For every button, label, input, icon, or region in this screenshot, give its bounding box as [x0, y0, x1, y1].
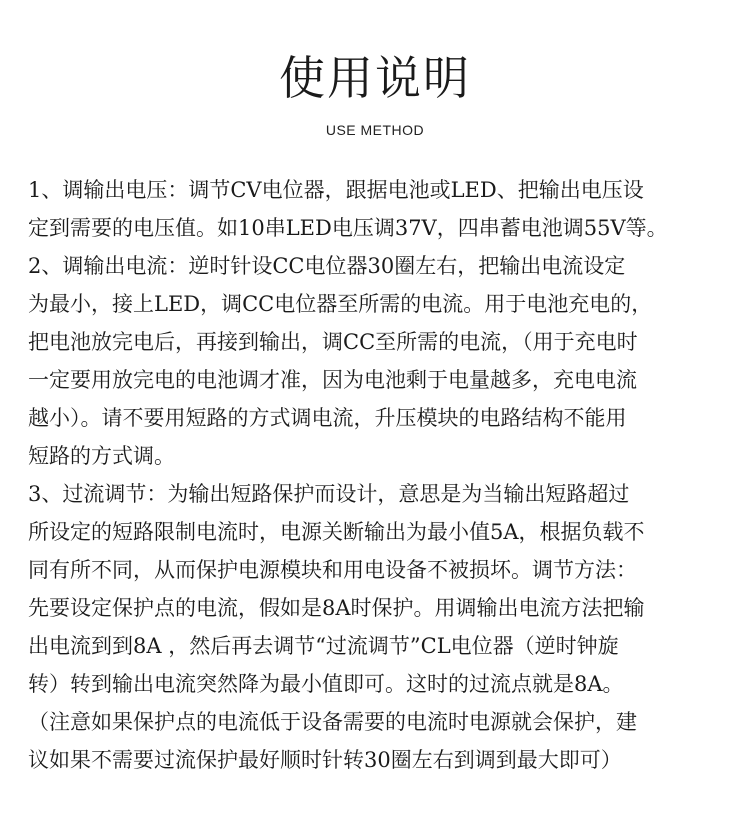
page-header	[0, 48, 750, 139]
instruction-line: 先要设定保护点的电流，假如是8A时保护。用调输出电流方法把输	[28, 596, 645, 620]
instruction-line: 议如果不需要过流保护最好顺时针转30圈左右到调到最大即可）	[28, 748, 622, 772]
instruction-line: （注意如果保护点的电流低于设备需要的电流时电源就会保护，建	[28, 710, 637, 734]
instruction-line: 出电流到到8A ，然后再去调节“过流调节”CL电位器（逆时钟旋	[28, 634, 619, 658]
instruction-line: 3、过流调节：为输出短路保护而设计，意思是为当输出短路超过	[28, 482, 630, 506]
page-title: 使用说明	[279, 51, 471, 105]
instruction-line: 所设定的短路限制电流时，电源关断输出为最小值5A，根据负载不	[28, 520, 645, 544]
instruction-line: 一定要用放完电的电池调才准，因为电池剩于电量越多，充电电流	[28, 368, 637, 392]
instruction-line: 把电池放完电后，再接到输出，调CC至所需的电流，（用于充电时	[28, 330, 638, 354]
instruction-line: 短路的方式调。	[28, 444, 175, 468]
instruction-line: 越小）。请不要用短路的方式调电流，升压模块的电路结构不能用	[28, 406, 627, 430]
instruction-line: 同有所不同，从而保护电源模块和用电设备不被损坏。调节方法：	[28, 558, 637, 582]
instruction-line: 定到需要的电压值。如10串LED电压调37V，四串蓄电池调55V等。	[28, 216, 668, 240]
page-subtitle: USE METHOD	[325, 122, 425, 138]
instructions-body	[28, 171, 728, 779]
instruction-line: 2、调输出电流：逆时针设CC电位器30圈左右，把输出电流设定	[28, 254, 626, 278]
instruction-line: 为最小，接上LED，调CC电位器至所需的电流。用于电池充电的，	[28, 292, 653, 316]
instruction-line: 1、调输出电压：调节CV电位器，跟据电池或LED、把输出电压设	[28, 178, 644, 202]
instruction-line: 转）转到输出电流突然降为最小值即可。这时的过流点就是8A。	[28, 672, 624, 696]
